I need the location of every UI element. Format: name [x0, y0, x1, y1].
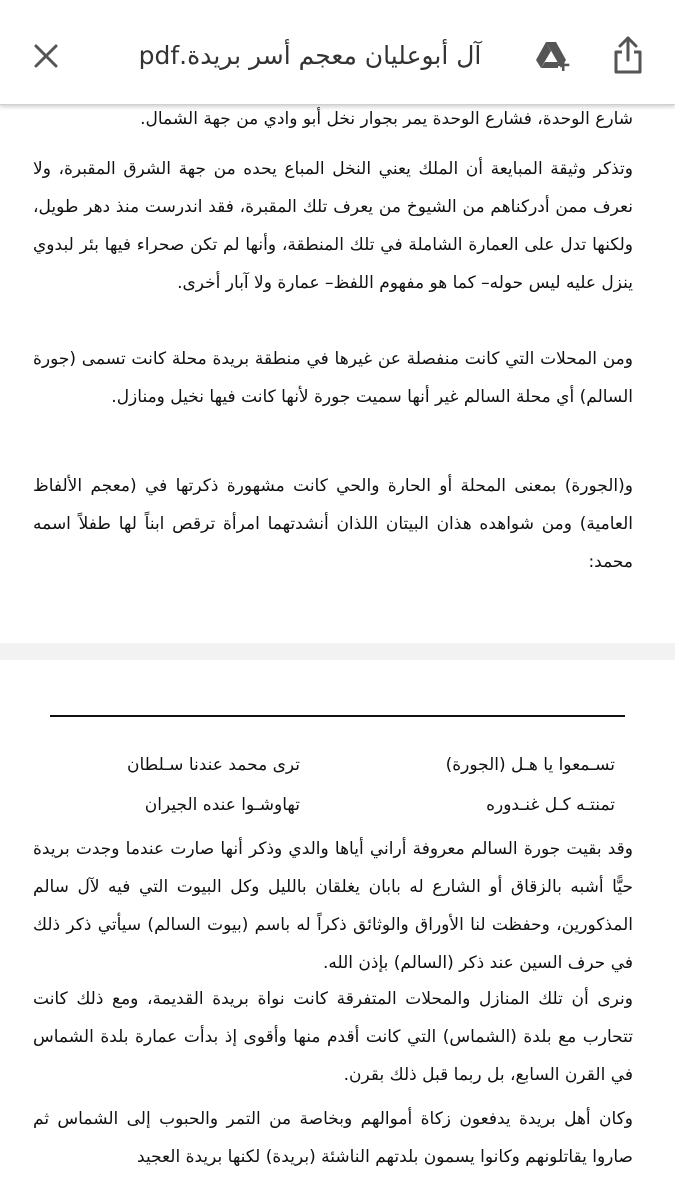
pdf-page-1 [0, 90, 675, 643]
paragraph: ومن المحلات التي كانت منفصلة عن غيرها في منطقة بريدة محلة كانت تسمى (جورة السالم) أي محلة السالم غير أنها سميت جورة لأنها كانت فيها نخيل ومنازل. [33, 349, 633, 407]
pdf-viewer-toolbar [0, 0, 675, 105]
pdf-page-2 [0, 660, 675, 1200]
verse-hemistich: تهاوشـوا عنده الجيران [144, 795, 300, 815]
verse-hemistich: ترى محمد عندنا سـلطان [126, 755, 300, 775]
footnote-separator [50, 715, 625, 717]
close-icon[interactable] [28, 38, 64, 74]
paragraph: ونرى أن تلك المنازل والمحلات المتفرقة كانت نواة بريدة القديمة، ومع ذلك كانت تتحارب مع بلدة (الشماس) التي كانت أقدم منها وأقوى إذ بدأت عمارة بلدة الشماس في القرن السابع، بل ربما قبل ذلك بقرن. [33, 989, 633, 1085]
share-icon[interactable] [610, 34, 646, 76]
verse-hemistich: تسـمعوا يا هـل (الجورة) [445, 755, 615, 775]
paragraph: شارع الوحدة، فشارع الوحدة يمر بجوار نخل أبو وادي من جهة الشمال. [140, 109, 633, 129]
paragraph: وتذكر وثيقة المبايعة أن الملك يعني النخل المباع يحده من جهة الشرق المقبرة، ولا نعرف ممن أدركناهم من الشيوخ من يعرف تلك المقبرة، فقد اندرست منذ دهر طويل، ولكنها تدل على العمارة الشاملة في تلك المنطقة، وأنها لم تكن صحراء فيها بئر لبدوي ينزل عليه ليس حوله– كما هو مفهوم اللفظ– عمارة ولا آبار أخرى. [33, 159, 633, 293]
paragraph: وكان أهل بريدة يدفعون زكاة أموالهم وبخاصة من التمر والحبوب إلى الشماس ثم صاروا يقاتلونهم وكانوا يسمون بلدتهم الناشئة (بريدة) لكنها بريدة العجيد [33, 1109, 633, 1167]
document-title: آل أبوعليان معجم أسر بريدة.pdf [138, 41, 482, 70]
paragraph: و(الجورة) بمعنى المحلة أو الحارة والحي كانت مشهورة ذكرتها في (معجم الألفاظ العامية) ومن شواهده هذان البيتان اللذان أنشدتهما امرأة ترقص ابناً لها طفلاً اسمه محمد: [33, 476, 633, 572]
paragraph: وقد بقيت جورة السالم معروفة أراني أياها والدي وذكر أنها صارت عندما وجدت بريدة حيًّا أشبه بالزقاق أو الشارع له بابان يغلقان بالليل وكل البيوت التي فيه لآل سالم المذكورين، وحفظت لنا الأوراق والوثائق ذكراً له باسم (بيوت السالم) سيأتي ذكر ذلك في حرف السين عند ذكر (السالم) بإذن الله. [33, 839, 633, 973]
verse-hemistich: تمنتـه كـل غنـدوره [486, 795, 615, 815]
add-to-drive-icon[interactable] [532, 38, 572, 74]
